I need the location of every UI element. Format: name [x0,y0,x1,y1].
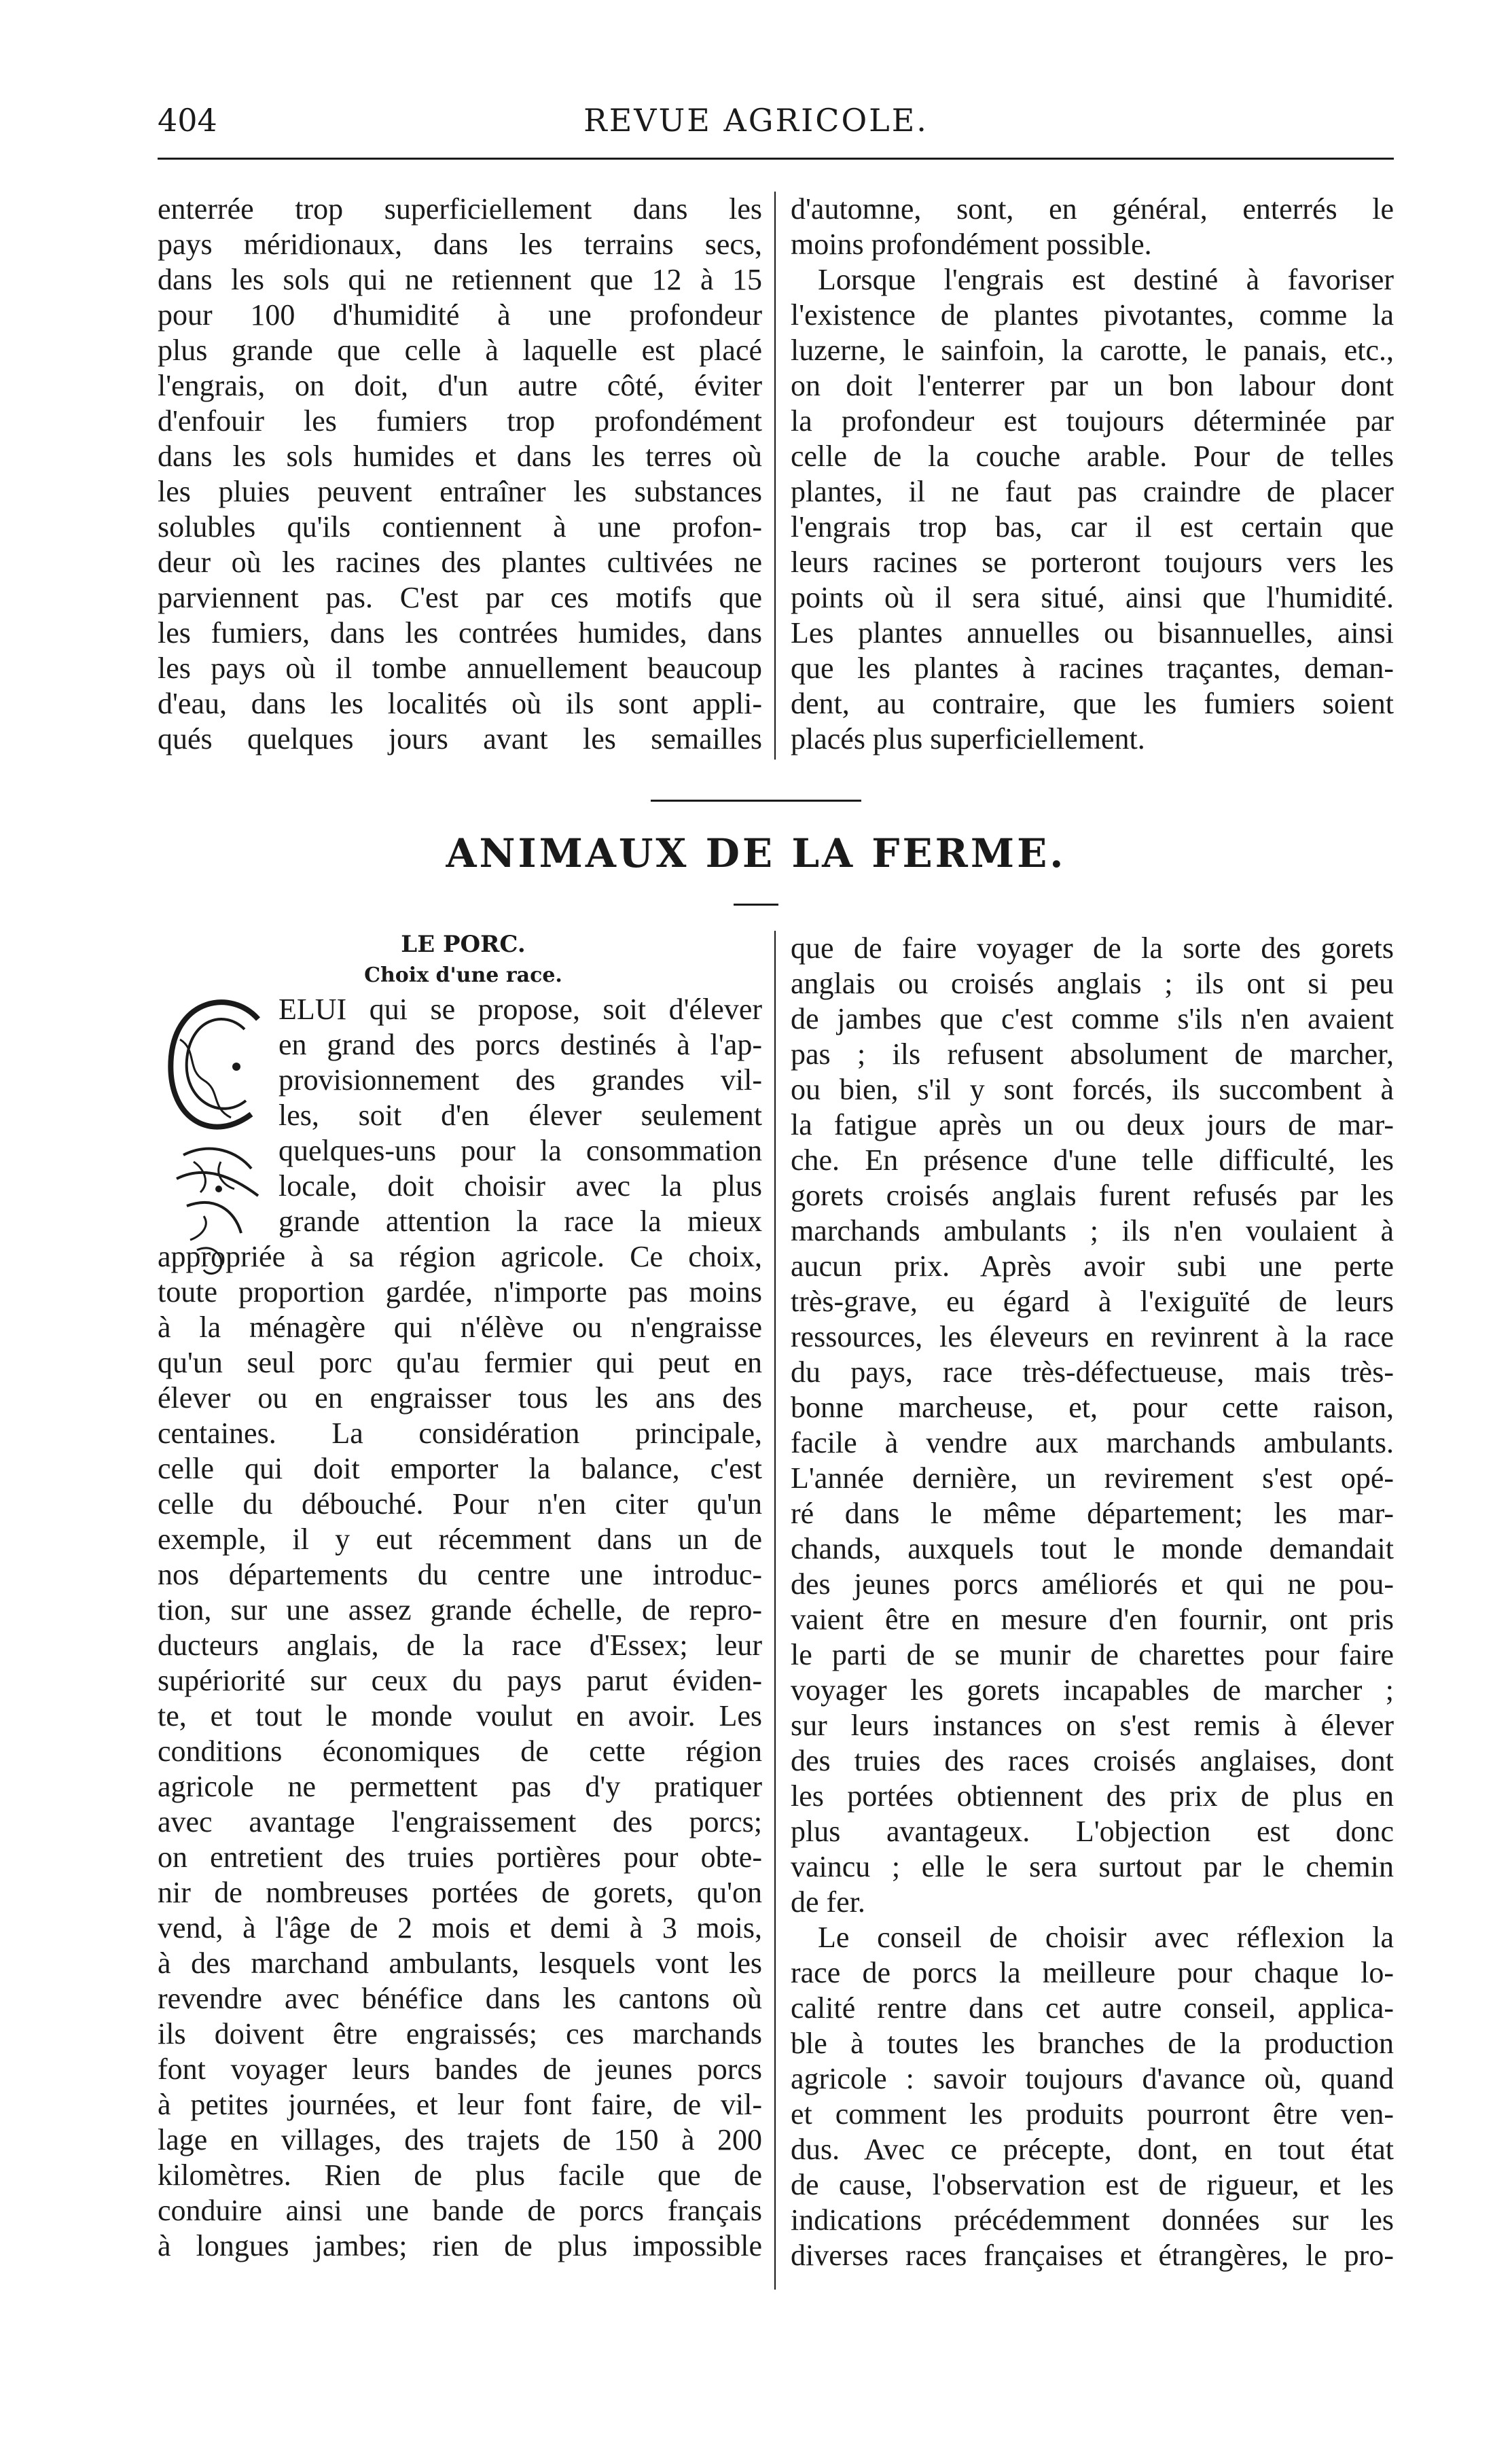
text-line: la profondeur est toujours déterminée par [791,404,1394,438]
page-number: 404 [158,102,217,139]
text-line: quelques-uns pour la consommation [278,1134,762,1167]
text-line: leurs racines se porteront toujours vers les [791,546,1394,579]
article-subsubtitle: Choix d'une race. [364,963,562,987]
text-line: très-grave, eu égard à l'exiguïté de leurs [791,1285,1394,1318]
article-subtitle: LE PORC. [401,931,526,958]
section-rule-bottom [734,904,778,906]
text-line: l'engrais trop bas, car il est certain que [791,510,1394,544]
text-line: che. En présence d'une telle difficulté, les [791,1143,1394,1177]
text-line: que de faire voyager de la sorte des gorets [791,931,1394,965]
text-line: avec avantage l'engraissement des porcs; [158,1805,762,1838]
text-line: de jambes que c'est comme s'ils n'en avaient [791,1002,1394,1035]
text-line: enterrée trop superficiellement dans les [158,192,762,226]
text-line: pour 100 d'humidité à une profondeur [158,298,762,332]
text-line: luzerne, le sainfoin, la carotte, le panais, etc., [791,334,1394,367]
text-line: deur où les racines des plantes cultivées ne [158,546,762,579]
text-line: on entretient des truies portières pour obte- [158,1840,762,1874]
text-line: plus grande que celle à laquelle est placé [158,334,762,367]
text-line: la fatigue après un ou deux jours de mar- [791,1108,1394,1141]
text-line: du pays, race très-défectueuse, mais très- [791,1355,1394,1389]
text-line: vaient être en mesure d'en fournir, ont pris [791,1603,1394,1636]
text-line: race de porcs la meilleure pour chaque lo- [791,1956,1394,1989]
text-line: gorets croisés anglais furent refusés par les [791,1179,1394,1212]
running-title: REVUE AGRICOLE. [583,102,929,139]
text-line: l'existence de plantes pivotantes, comme la [791,298,1394,332]
text-line: qués quelques jours avant les semailles [158,722,762,755]
text-line: ils doivent être engraissés; ces marchands [158,2017,762,2050]
text-line: celle de la couche arable. Pour de telles [791,440,1394,473]
text-line: kilomètres. Rien de plus facile que de [158,2158,762,2192]
text-line: ou bien, s'il y sont forcés, ils succombent à [791,1073,1394,1106]
text-line: provisionnement des grandes vil- [278,1063,762,1097]
text-line: des truies des races croisés anglaises, dont [791,1744,1394,1777]
text-line: revendre avec bénéfice dans les cantons où [158,1982,762,2015]
text-line: nos départements du centre une introduc- [158,1558,762,1591]
text-line: ble à toutes les branches de la production [791,2027,1394,2060]
text-line: en grand des porcs destinés à l'ap- [278,1028,762,1061]
text-line: les, soit d'en élever seulement [278,1099,762,1132]
text-line: Lorsque l'engrais est destiné à favoriser [818,263,1394,296]
text-line: de fer. [791,1885,865,1919]
section-rule-top [651,800,861,802]
header-rule [158,158,1394,160]
text-line: ressources, les éleveurs en revinrent à la race [791,1320,1394,1353]
text-line: plantes, il ne faut pas craindre de placer [791,475,1394,508]
text-line: lage en villages, des trajets de 150 à 200 [158,2123,762,2156]
text-line: à des marchand ambulants, lesquels vont les [158,1946,762,1980]
text-line: à petites journées, et leur font faire, de vil- [158,2088,762,2121]
text-line: que les plantes à racines traçantes, deman- [791,652,1394,685]
text-line: ducteurs anglais, de la race d'Essex; leur [158,1629,762,1662]
text-line: ELUI qui se propose, soit d'élever [278,993,762,1026]
text-line: voyager les gorets incapables de marcher ; [791,1673,1394,1707]
text-line: conduire ainsi une bande de porcs français [158,2194,762,2227]
text-line: le parti de se munir de charettes pour faire [791,1638,1394,1671]
text-line: moins profondément possible. [791,228,1152,261]
text-line: on doit l'enterrer par un bon labour dont [791,369,1394,402]
text-line: parviennent pas. C'est par ces motifs que [158,581,762,614]
text-line: sur leurs instances on s'est remis à élever [791,1709,1394,1742]
text-line: bonne marcheuse, et, pour cette raison, [791,1391,1394,1424]
text-line: les pluies peuvent entraîner les substances [158,475,762,508]
text-line: vaincu ; elle le sera surtout par le chemin [791,1850,1394,1883]
text-line: Le conseil de choisir avec réflexion la [818,1921,1394,1954]
text-line: diverses races françaises et étrangères, le pro- [791,2239,1394,2272]
text-line: de cause, l'observation est de rigueur, et les [791,2168,1394,2201]
section-title: ANIMAUX DE LA FERME. [446,830,1066,876]
column-divider-top [774,192,776,760]
text-line: points où il sera situé, ainsi que l'humidité. [791,581,1394,614]
text-line: d'automne, sont, en général, enterrés le [791,192,1394,226]
text-line: anglais ou croisés anglais ; ils ont si peu [791,967,1394,1000]
column-divider-bottom [774,931,776,2290]
text-line: locale, doit choisir avec la plus [278,1169,762,1203]
text-line: centaines. La considération principale, [158,1417,762,1450]
text-line: ré dans le même département; les mar- [791,1497,1394,1530]
text-line: solubles qu'ils contiennent à une profon- [158,510,762,544]
text-line: Les plantes annuelles ou bisannuelles, ainsi [791,616,1394,650]
drop-cap-ornament [156,992,272,1277]
text-line: celle du débouché. Pour n'en citer qu'un [158,1487,762,1521]
text-line: vend, à l'âge de 2 mois et demi à 3 mois, [158,1911,762,1944]
text-line: nir de nombreuses portées de gorets, qu'on [158,1876,762,1909]
text-line: les portées obtiennent des prix de plus en [791,1779,1394,1813]
text-line: calité rentre dans cet autre conseil, applica- [791,1991,1394,2025]
text-line: L'année dernière, un revirement s'est opé- [791,1461,1394,1495]
text-line: et comment les produits pourront être ven- [791,2097,1394,2131]
text-line: appropriée à sa région agricole. Ce choix, [158,1240,762,1273]
text-line: aucun prix. Après avoir subi une perte [791,1249,1394,1283]
text-line: élever ou en engraisser tous les ans des [158,1381,762,1415]
text-line: d'enfouir les fumiers trop profondément [158,404,762,438]
text-line: dans les sols qui ne retiennent que 12 à 15 [158,263,762,296]
text-line: facile à vendre aux marchands ambulants. [791,1426,1394,1459]
text-line: agricole : savoir toujours d'avance où, quand [791,2062,1394,2095]
text-line: les fumiers, dans les contrées humides, dans [158,616,762,650]
text-line: à longues jambes; rien de plus impossible [158,2229,762,2262]
text-line: l'engrais, on doit, d'un autre côté, éviter [158,369,762,402]
text-line: indications précédemment données sur les [791,2203,1394,2237]
text-line: supériorité sur ceux du pays parut éviden- [158,1664,762,1697]
text-line: toute proportion gardée, n'importe pas moins [158,1275,762,1309]
text-line: des jeunes porcs améliorés et qui ne pou- [791,1567,1394,1601]
text-line: placés plus superficiellement. [791,722,1145,755]
text-line: exemple, il y eut récemment dans un de [158,1523,762,1556]
text-line: dus. Avec ce précepte, dont, en tout état [791,2133,1394,2166]
text-line: dans les sols humides et dans les terres où [158,440,762,473]
text-line: font voyager leurs bandes de jeunes porcs [158,2052,762,2086]
text-line: tion, sur une assez grande échelle, de repro- [158,1593,762,1626]
text-line: pas ; ils refusent absolument de marcher, [791,1037,1394,1071]
text-line: les pays où il tombe annuellement beaucoup [158,652,762,685]
text-line: marchands ambulants ; ils n'en voulaient à [791,1214,1394,1247]
text-line: chands, auxquels tout le monde demandait [791,1532,1394,1565]
text-line: celle qui doit emporter la balance, c'est [158,1452,762,1485]
text-line: à la ménagère qui n'élève ou n'engraisse [158,1311,762,1344]
text-line: plus avantageux. L'objection est donc [791,1815,1394,1848]
text-line: pays méridionaux, dans les terrains secs, [158,228,762,261]
text-line: dent, au contraire, que les fumiers soient [791,687,1394,720]
text-line: conditions économiques de cette région [158,1735,762,1768]
text-line: grande attention la race la mieux [278,1205,762,1238]
text-line: agricole ne permettent pas d'y pratiquer [158,1770,762,1803]
text-line: qu'un seul porc qu'au fermier qui peut en [158,1346,762,1379]
text-line: d'eau, dans les localités où ils sont appli- [158,687,762,720]
text-line: te, et tout le monde voulut en avoir. Les [158,1699,762,1732]
